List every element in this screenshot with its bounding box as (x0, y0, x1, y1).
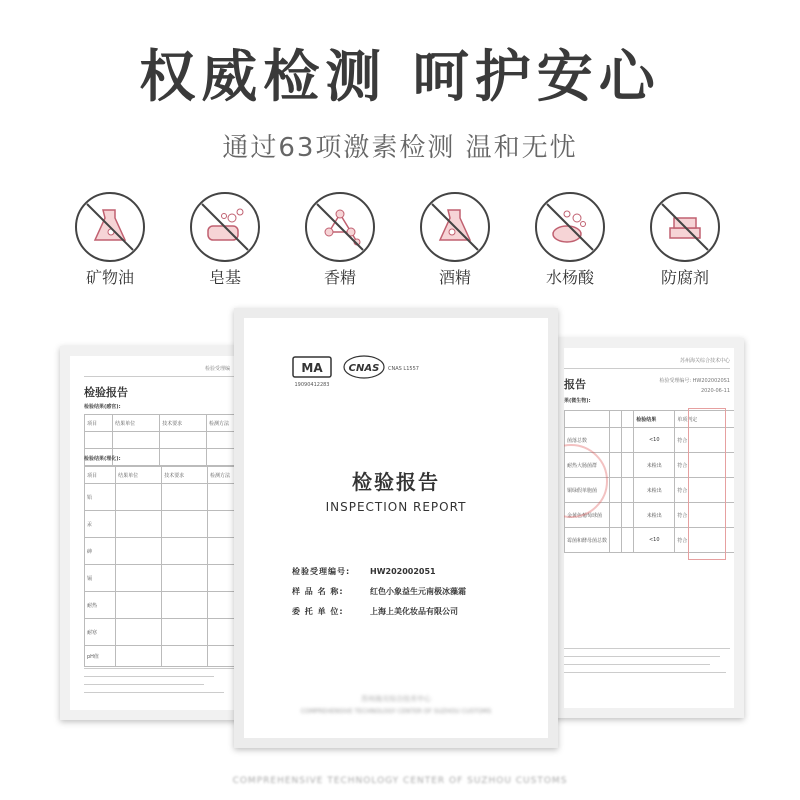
field-label: 委 托 单 位: (292, 607, 344, 616)
field-value: HW202002051 (370, 567, 436, 576)
ma-badge-icon (292, 356, 332, 378)
table-row: 霉菌和酵母菌总数 (565, 528, 610, 553)
flask-icon (75, 192, 145, 262)
judge-value: 符合 (675, 428, 734, 453)
free-from-item-salicylic-acid (520, 192, 620, 289)
bars-icon (650, 192, 720, 262)
right-doc-header-right: 苏州海关综合技术中心 (679, 358, 730, 364)
page-subtitle: 通过63项激素检测 温和无忧 (222, 133, 578, 163)
table-row: 金黄色葡萄球菌 (565, 503, 610, 528)
result-value: 未检出 (634, 453, 675, 478)
right-doc-section: 果(微生物): (564, 398, 591, 404)
table-row: 耐热大肠菌群 (565, 453, 610, 478)
result-value: 未检出 (634, 478, 675, 503)
field-accept-no (292, 566, 436, 577)
col-header: 项目 (85, 415, 113, 432)
col-header: 技术要求 (160, 415, 207, 432)
left-doc-physchem-table (84, 466, 234, 667)
field-value: 上海上美化妆品有限公司 (370, 607, 458, 616)
svg-text:CNAS: CNAS (348, 363, 380, 374)
col-header: 技术要求 (162, 467, 208, 484)
report-title-cn: 检验报告 (352, 470, 440, 494)
table-row: 镉 (85, 565, 116, 592)
free-from-icons-row (60, 192, 750, 287)
svg-text:MA: MA (301, 361, 323, 375)
left-doc-header-right: 检验受理编 (204, 366, 230, 372)
icon-label: 香精 (323, 268, 356, 287)
right-doc-accept-no: 检验受理编号: HW2020020S1 (659, 378, 730, 384)
result-highlight-box (688, 408, 726, 560)
soap-icon (190, 192, 260, 262)
result-header: 检验结果 (634, 411, 675, 428)
report-title-en: INSPECTION REPORT (325, 500, 467, 514)
left-report-document (60, 346, 244, 720)
table-row: 铜绿假单胞菌 (565, 478, 610, 503)
col-header: 项目 (85, 467, 116, 484)
table-row: 菌落总数 (565, 428, 610, 453)
icon-label: 矿物油 (85, 268, 134, 287)
table-row: 汞 (85, 511, 116, 538)
judge-value: 符合 (675, 503, 734, 528)
cnas-number: CNAS L1557 (388, 366, 419, 372)
table-row: pH值 (85, 646, 116, 667)
judge-value: 符合 (675, 528, 734, 553)
right-doc-heading: 报告 (564, 378, 586, 391)
table-row: 耐热 (85, 592, 116, 619)
page-title: 权威检测 呵护安心 (139, 45, 661, 110)
col-header: 检测方法 (208, 467, 234, 484)
left-doc-section-sensory: 检验结果(感官): (84, 404, 121, 410)
free-from-item-soap (175, 192, 275, 289)
flask-icon (420, 192, 490, 262)
cnas-badge-icon (342, 354, 386, 380)
col-header: 结果单位 (113, 415, 160, 432)
icon-label: 酒精 (438, 268, 471, 287)
col-header: 结果单位 (116, 467, 162, 484)
table-row: 砷 (85, 538, 116, 565)
field-sample-name (292, 586, 466, 597)
judge-value: 符合 (675, 478, 734, 503)
col-header: 检测方法 (207, 415, 234, 432)
field-client (292, 606, 458, 617)
blurred-issuer-cn: 苏州海关综合技术中心 (361, 695, 431, 703)
icon-label: 皂基 (208, 268, 241, 287)
free-from-item-fragrance (290, 192, 390, 289)
field-label: 检验受理编号: (292, 567, 351, 576)
result-value: <10 (634, 528, 675, 553)
icon-label: 水杨酸 (545, 268, 594, 287)
center-report-cover (234, 308, 558, 748)
ma-number: 19090412283 (294, 382, 330, 388)
result-value: <10 (634, 428, 675, 453)
result-value: 未检出 (634, 503, 675, 528)
free-from-item-preservative (635, 192, 735, 289)
right-doc-date: 2020-06-11 (700, 388, 730, 394)
ma-logo (292, 356, 332, 389)
field-value: 红色小象益生元南极冰藻霜 (370, 587, 466, 596)
cnas-logo (342, 354, 422, 384)
table-row: 耐寒 (85, 619, 116, 646)
left-doc-heading: 检验报告 (84, 386, 128, 399)
molecule-icon (305, 192, 375, 262)
judge-value: 符合 (675, 453, 734, 478)
free-from-item-alcohol (405, 192, 505, 289)
field-label: 样 品 名 称: (292, 587, 344, 596)
free-from-item-mineral-oil (60, 192, 160, 289)
left-doc-section-physchem: 检验结果(理化): (84, 456, 121, 462)
table-row: 铅 (85, 484, 116, 511)
right-report-document (554, 338, 744, 718)
judge-header: 单项判定 (675, 411, 734, 428)
blurred-issuer-en: COMPREHENSIVE TECHNOLOGY CENTER OF SUZHOU CUSTOMS (300, 708, 492, 715)
bottom-reflection-text: COMPREHENSIVE TECHNOLOGY CENTER OF SUZHOU CUSTOMS (232, 776, 568, 786)
soap-bubbles-icon (535, 192, 605, 262)
icon-label: 防腐剂 (660, 268, 709, 287)
